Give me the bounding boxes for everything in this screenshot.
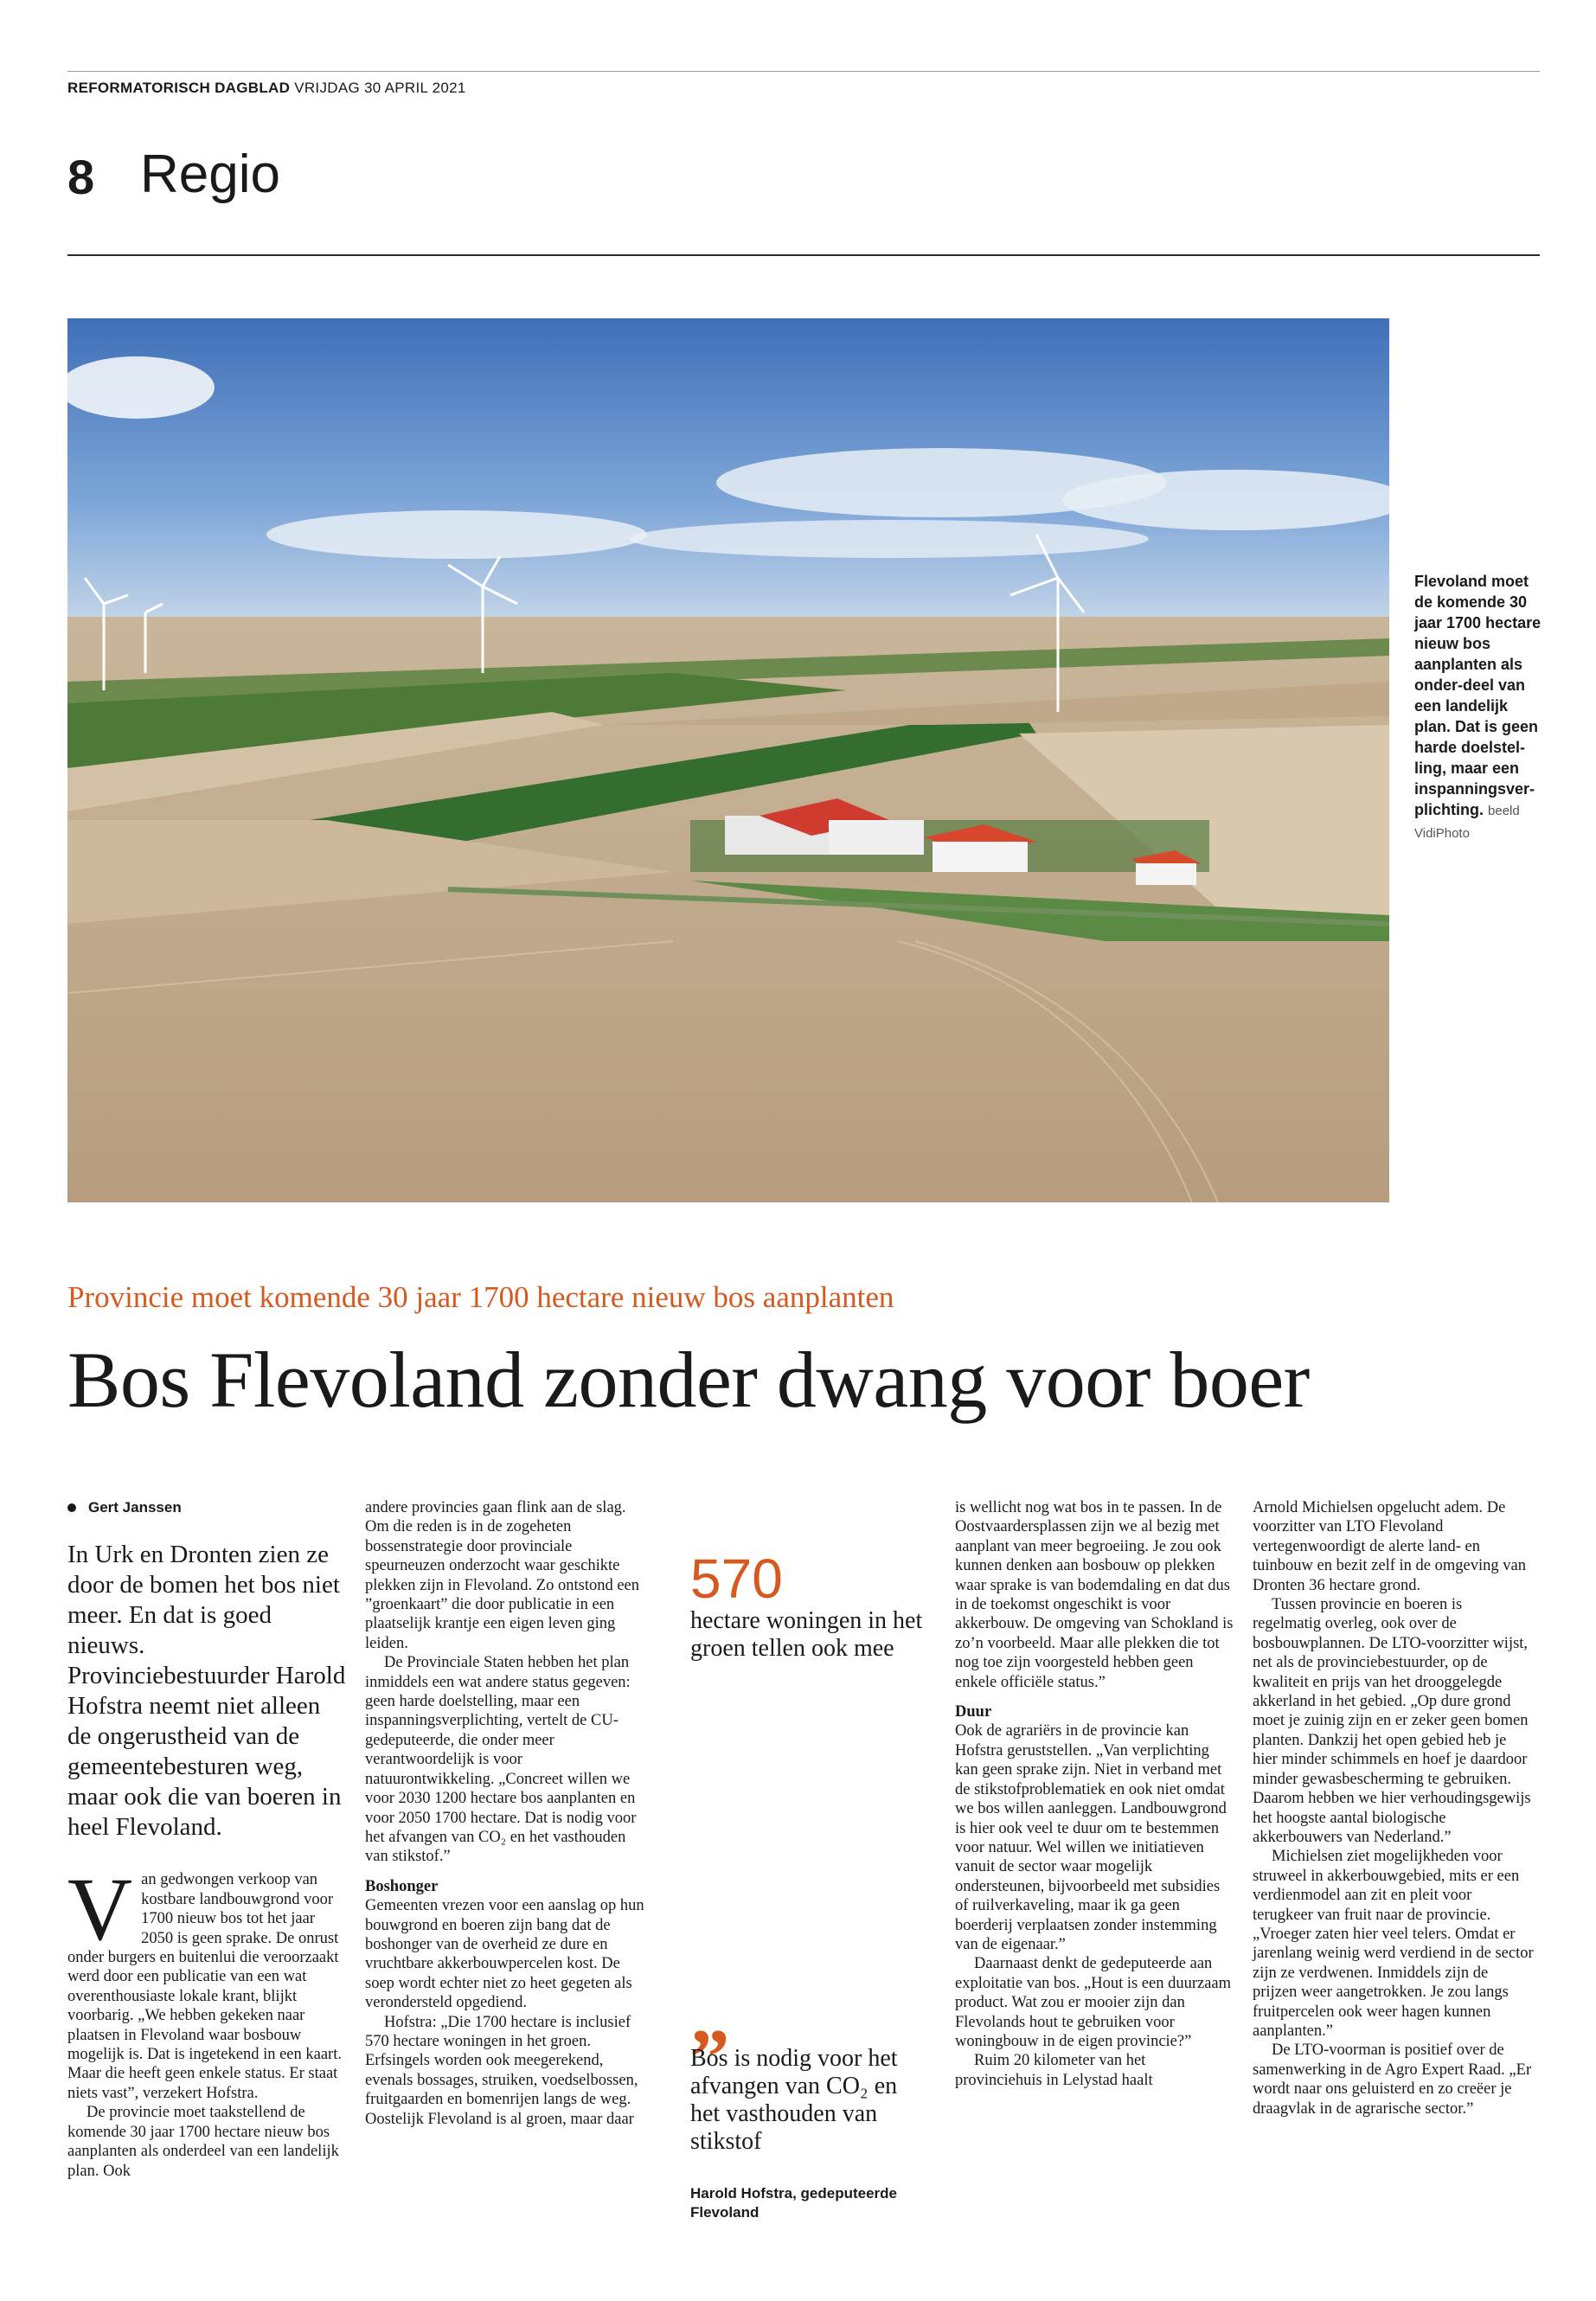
section-title: Regio bbox=[140, 144, 280, 204]
paper-name: REFORMATORISCH DAGBLAD bbox=[67, 80, 291, 96]
headline: Bos Flevoland zonder dwang voor boer bbox=[67, 1336, 1310, 1424]
byline bbox=[67, 1498, 349, 1517]
column-4 bbox=[1253, 1498, 1534, 2118]
aerial-photo bbox=[67, 318, 1389, 1202]
col2-paragraph-3: Gemeenten vrezen voor een aanslag op hun bouwgrond en boeren zijn bang dat de boshonger van de overheid ze dure en vruchtbare akkerbouwpercelen kost. De soep wordt echter niet zo heet gegeten als verondersteld opgediend. bbox=[365, 1897, 644, 2012]
issue-date: VRIJDAG 30 APRIL 2021 bbox=[294, 80, 466, 96]
photo-caption bbox=[1414, 571, 1544, 844]
byline-author: Gert Janssen bbox=[88, 1499, 182, 1516]
col4-paragraph-2: Tussen provincie en boeren is regelmatig overleg, ook over de bosbouwplannen. De LTO-voorzitter wijst, net als de provinciebestuurder, op de kwaliteit en prijs van het drooggelegde akkerland in het gebied. „Op dure grond moet je zuinig zijn en er zeker geen bomen planten. Dankzij het open gebied heb je hier minder schimmels en hoef je daardoor minder gewasbescherming te gebruiken. Daarom hebben we hier verhoudingsgewijs het hoogste aantal biologische akkerbouwers van Nederland.” bbox=[1253, 1596, 1531, 1846]
caption-credit: beeld VidiPhoto bbox=[1414, 804, 1520, 841]
subheading-duur: Duur bbox=[955, 1703, 992, 1721]
masthead bbox=[67, 80, 466, 97]
column-2 bbox=[365, 1498, 646, 2129]
col1-text-1: an gedwongen verkoop van kostbare landbouwgrond voor 1700 nieuw bos tot het jaar 2050 is geen sprake. De onrust onder burgers en buitenlui die veroorzaakt werd door een publicatie van een wat overenthousiaste lokale krant, blijkt voorbarig. „We hebben gekeken naar plaatsen in Flevoland waar bosbouw mogelijk is. Dat is ingetekend in een kaart. Maar die heeft geen enkele status. Er staat niets vast”, verzekert Hofstra. bbox=[67, 1871, 342, 2102]
stat-number: 570 bbox=[690, 1548, 783, 1610]
quote-mark-icon: „ bbox=[690, 1971, 730, 2060]
kicker: Provincie moet komende 30 jaar 1700 hectare nieuw bos aanplanten bbox=[67, 1280, 894, 1314]
byline-bullet-icon bbox=[67, 1503, 76, 1512]
col2-paragraph-4: Hofstra: „Die 1700 hectare is inclusief 570 hectare woningen in het groen. Erfsingels worden ook meegerekend, evenals bossages, struiken, voedselbossen, fruitgaarden en bomenrijen langs de weg. Oostelijk Flevoland is al groen, maar daar bbox=[365, 2013, 638, 2128]
top-rule bbox=[67, 71, 1540, 72]
col3-paragraph-1: is wellicht nog wat bos in te passen. In de Oostvaardersplassen zijn we al bezig met aanplant van meer begroeiing. Je zou ook kunnen denken aan bosbouw op plekken waar sprake is van bodemdaling en dat dus in de toekomst ongeschikt is voor akkerbouw. De omgeving van Schokland is zo’n voorbeeld. Maar alle plekken die tot nog toe zijn voorgesteld hebben geen enkele officiële status.” bbox=[955, 1499, 1234, 1691]
col3-paragraph-4: Ruim 20 kilometer van het provinciehuis in Lelystad haalt bbox=[955, 2052, 1153, 2089]
intro: In Urk en Dronten zien ze door de bomen het bos niet meer. En dat is goed nieuws. Provinciebestuurder Harold Hofstra neemt niet alleen de ongerustheid van de gemeentebesturen weg, maar ook die van boeren in heel Flevoland. bbox=[67, 1541, 346, 1842]
col3-paragraph-3: Daarnaast denkt de gedeputeerde aan exploitatie van bos. „Hout is een duurzaam product. Wat zou er mooier zijn dan Flevolands hout te gebruiken voor woningbouw in de eigen provincie?” bbox=[955, 1955, 1232, 2050]
col4-paragraph-4: De LTO-voorman is positief over de samenwerking in de Agro Expert Raad. „Er wordt naar ons geluisterd en zo creëer je draagvlak in de agrarische sector.” bbox=[1253, 2041, 1532, 2118]
col3-paragraph-2: Ook de agrariërs in de provincie kan Hofstra geruststellen. „Van verplichting kan geen sprake zijn. Niet in verband met de stikstofproblematiek en ook niet omdat we bos willen aanleggen. Landbouwgrond is hier ook veel te duur om te bestemmen voor natuur. Wel willen we initiatieven vanuit de sector waar mogelijk ondersteunen, bijvoorbeeld met subsidies of ruilverkaveling, maar ik ga geen boerderij verplaatsen zonder instemming van de eigenaar.” bbox=[955, 1722, 1227, 1953]
subheading-boshonger: Boshonger bbox=[365, 1877, 439, 1895]
col4-paragraph-1: Arnold Michielsen opgelucht adem. De voorzitter van LTO Flevoland vertegenwoordigt de alerte land- en tuinbouw en bezit zelf in de omgeving van Dronten 36 hectare grond. bbox=[1253, 1499, 1526, 1594]
pull-quote: Bos is nodig voor het afvangen van CO₂ en het vasthouden van stikstof bbox=[690, 2045, 898, 2155]
quote-attribution: Harold Hofstra, gedeputeerde Flevoland bbox=[690, 2185, 897, 2221]
page-number: 8 bbox=[67, 150, 95, 204]
caption-text: Flevoland moet de komende 30 jaar 1700 hectare nieuw bos aanplanten als onder-deel van een landelijk plan. Dat is geen harde doelstel-ling, maar een inspanningsver-plichting. bbox=[1414, 573, 1542, 818]
col1-paragraph-1 bbox=[67, 1860, 349, 2103]
column-3 bbox=[955, 1498, 1236, 2090]
section-rule bbox=[67, 254, 1540, 256]
col2-paragraph-2: De Provinciale Staten hebben het plan inmiddels een wat andere status gegeven: geen harde doelstelling, maar een inspanningsverplichting, vertelt de CU-gedeputeerde, die onder meer verantwoordelijk is voor natuurontwikkeling. „Concreet willen we voor 2030 1200 hectare bos aanplanten en voor 2050 1700 hectare. Dat is nodig voor het afvangen van CO₂ en het vasthouden van stikstof.” bbox=[365, 1654, 637, 1866]
column-1 bbox=[67, 1498, 349, 2181]
col1-paragraph-2: De provincie moet taakstellend de komende 30 jaar 1700 hectare nieuw bos aanplanten als onderdeel van een landelijk plan. Ook bbox=[67, 2104, 339, 2180]
col4-paragraph-3: Michielsen ziet mogelijkheden voor struweel in akkerbouwgebied, mits er een verdienmodel aan zit en pleit voor terugkeer van fruit naar de provincie. „Vroeger zaten hier veel telers. Omdat er jarenlang weinig werd verdiend in de sector zijn ze verdwenen. Inmiddels zijn de prijzen weer aangetrokken. Je zou langs fruitpercelen ook weer hagen kunnen aanplanten.” bbox=[1253, 1848, 1534, 2040]
dropcap: V bbox=[67, 1860, 133, 1960]
stat-text: hectare woningen in het groen tellen ook mee bbox=[690, 1607, 923, 1662]
col2-paragraph-1: andere provincies gaan flink aan de slag. Om die reden is in de zogeheten bossenstrategie door provinciale speurneuzen onderzocht waar geschikte plekken zijn in Flevoland. Zo ontstond een ”groenkaart” die door publicatie in een plaatselijk krantje een eigen leven ging leiden. bbox=[365, 1499, 640, 1652]
